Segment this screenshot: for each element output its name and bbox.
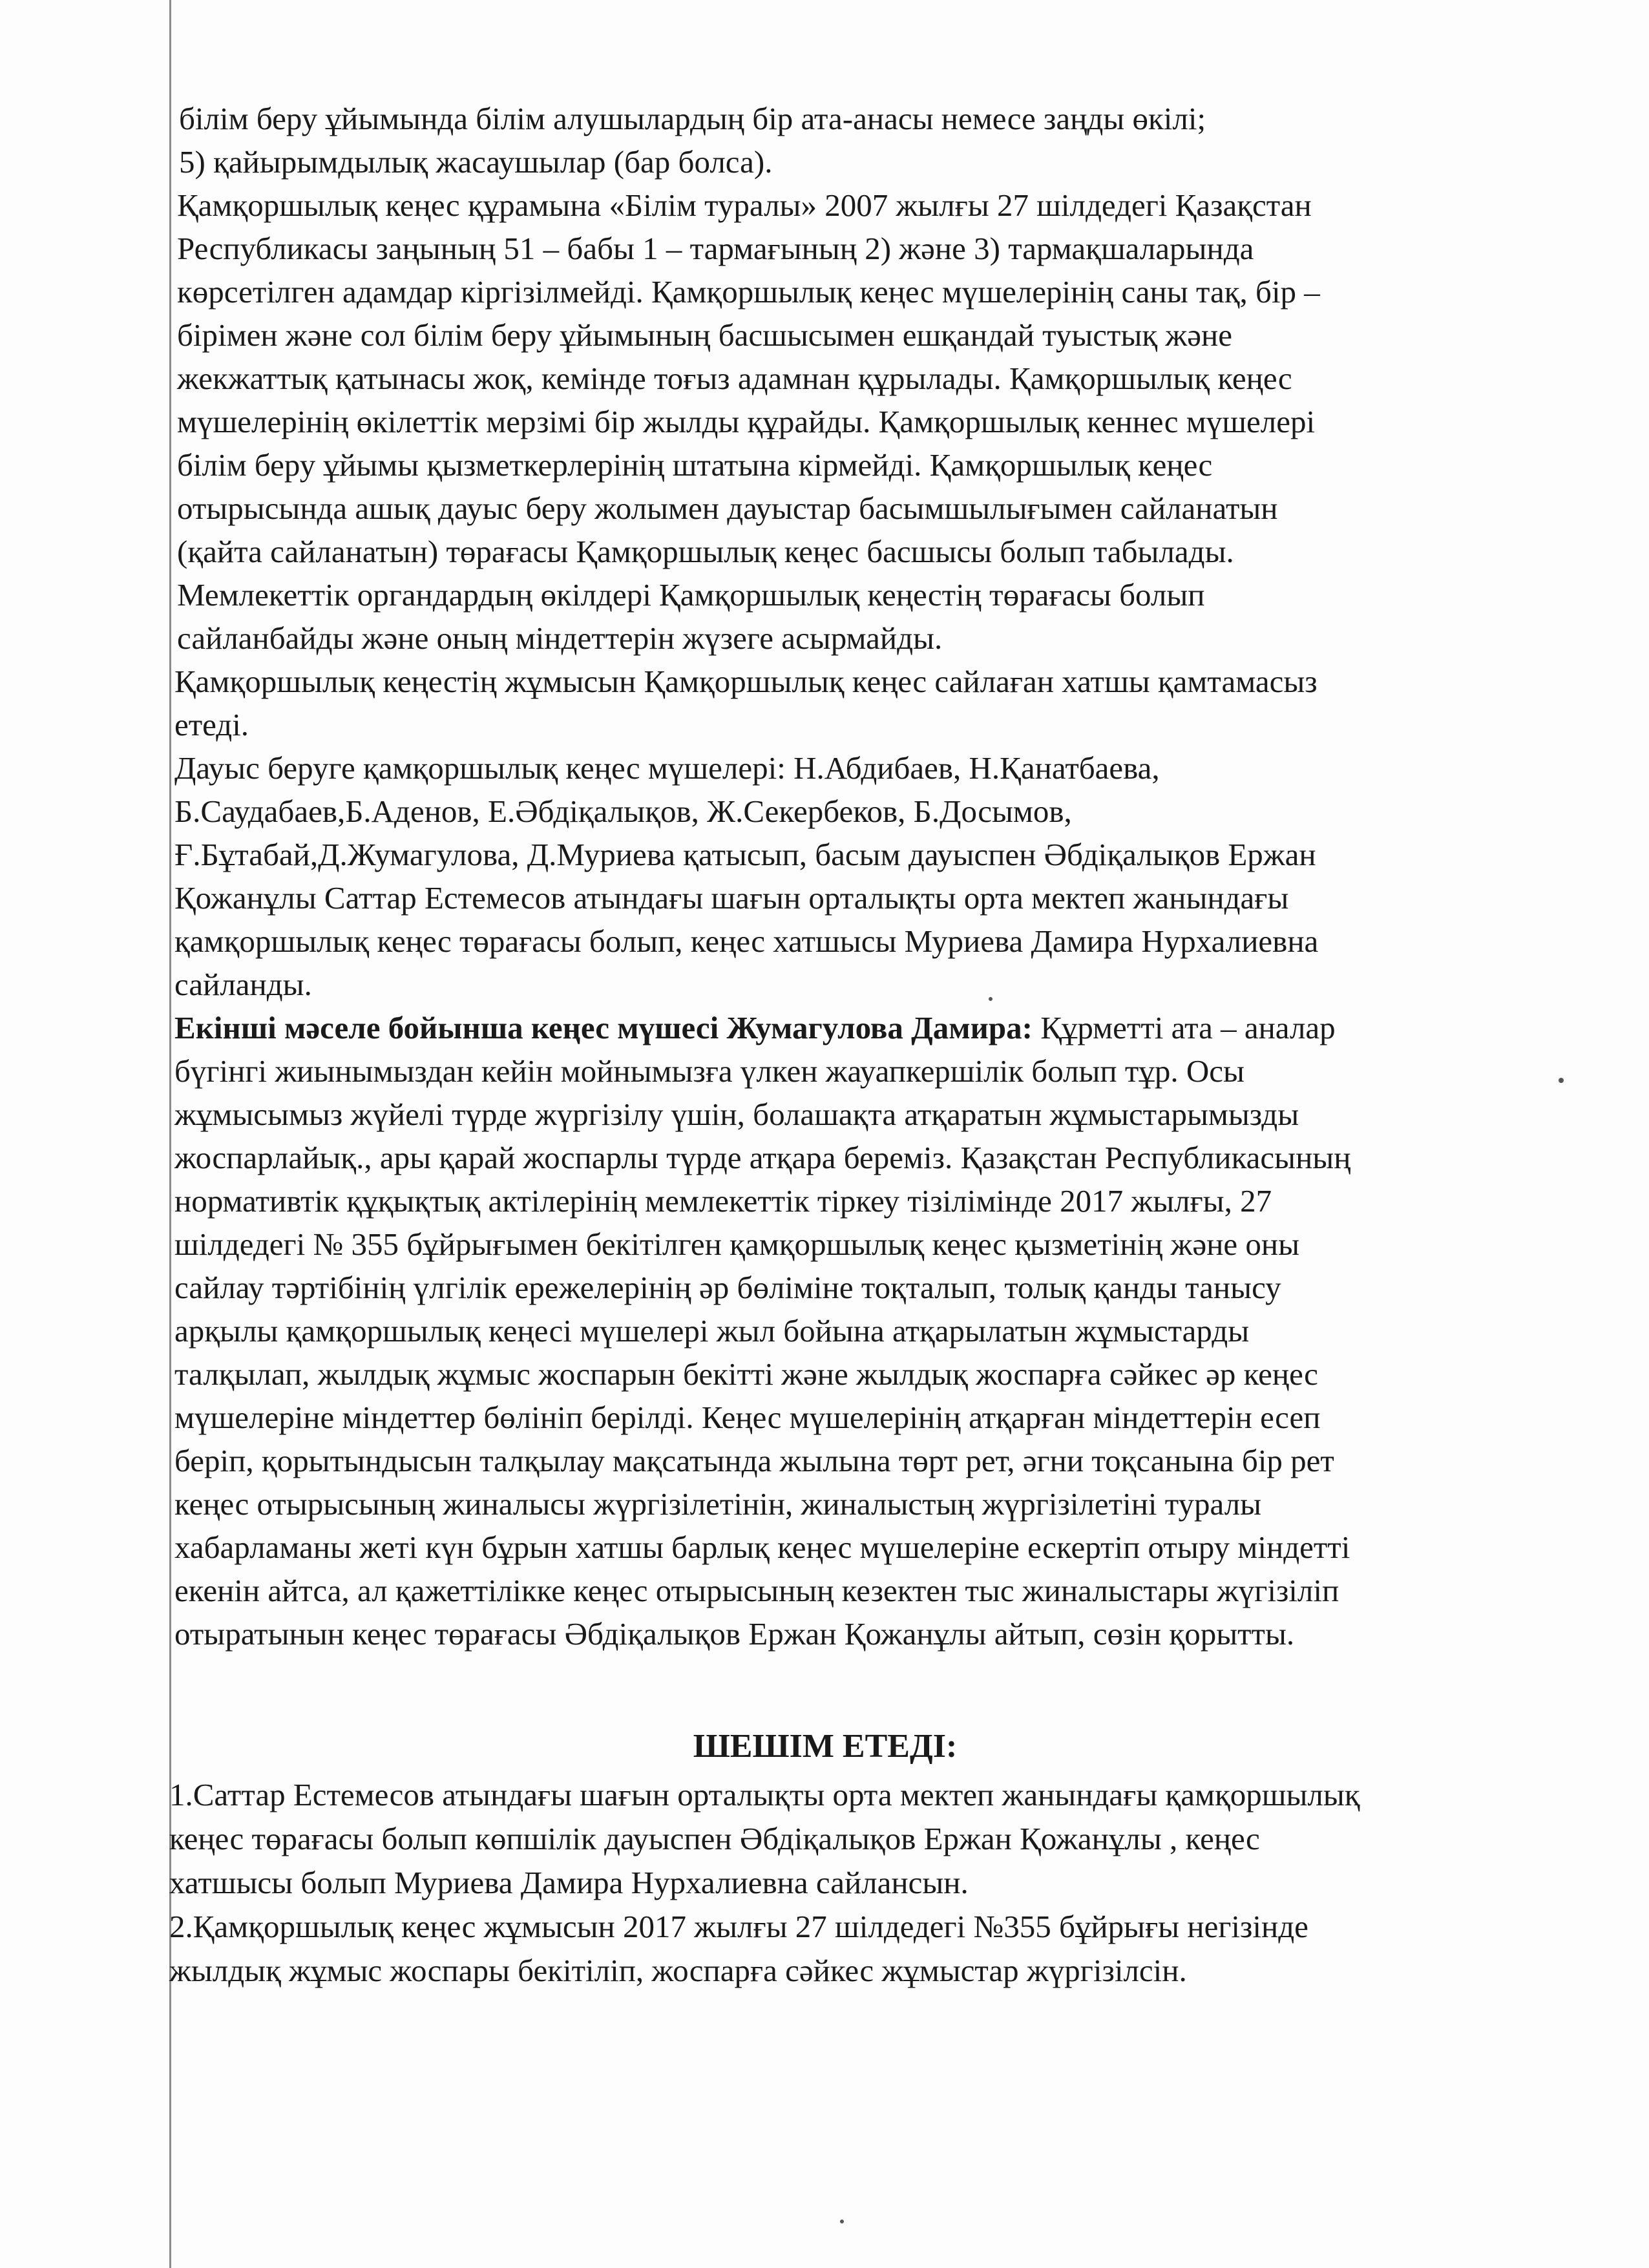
second-issue-line: жұмысымыз жүйелі түрде жүргізілу үшін, болашақта атқаратын жұмыстарымызды [174,1097,1299,1132]
body-line: етеді. [174,707,249,742]
second-issue-line: хабарламаны жеті күн бұрын хатшы барлық кеңес мүшелеріне ескертіп отыру міндетті [174,1529,1350,1565]
decision-line: жылдық жұмыс жоспары бекітіліп, жоспарға сәйкес жұмыстар жүргізілсін. [169,1953,1187,1988]
body-line: Мемлекеттік органдардың өкілдері Қамқоршылық кеңестің төрағасы болып [177,577,1205,613]
body-line: қамқоршылық кеңес төрағасы болып, кеңес хатшысы Муриева Дамира Нурхалиевна [174,923,1319,959]
body-line: (қайта сайланатын) төрағасы Қамқоршылық кеңес басшысы болып табылады. [177,534,1234,569]
second-issue-line: талқылап, жылдық жұмыс жоспарын бекітті және жылдық жоспарға сәйкес әр кеңес [174,1356,1318,1392]
body-line: сайланды. [174,967,312,1002]
decision-line: 1.Саттар Естемесов атындағы шағын орталықты орта мектеп жанындағы қамқоршылық [169,1777,1360,1812]
second-issue-line: кеңес отырысының жиналысы жүргізілетінін, жиналыстың жүргізілетіні туралы [174,1486,1262,1522]
body-line: 5) қайырымдылық жасаушылар (бар болса). [179,144,773,180]
document-body [169,97,1565,1655]
body-line: жекжаттық қатынасы жоқ, кемінде тоғыз адамнан құрылады. Қамқоршылық кеңес [177,361,1292,396]
second-issue-line: арқылы қамқоршылық кеңесі мүшелері жыл бойына атқарылатын жұмыстарды [174,1313,1250,1349]
body-line: отырысында ашық дауыс беру жолымен дауыстар басымшылығымен сайланатын [177,490,1278,526]
second-issue-line: жоспарлайық., ары қарай жоспарлы түрде атқара береміз. Қазақстан Республикасының [174,1140,1351,1175]
body-line: Қамқоршылық кеңестің жұмысын Қамқоршылық кеңес сайлаған хатшы қамтамасыз [174,664,1318,699]
decision-line: кеңес төрағасы болып көпшілік дауыспен Әбдіқалықов Ержан Қожанұлы , кеңес [169,1821,1260,1856]
body-line: Қожанұлы Саттар Естемесов атындағы шағын орталықты орта мектеп жанындағы [174,880,1289,916]
second-issue-line: мүшелеріне міндеттер бөлініп берілді. Кеңес мүшелерінің атқарған міндеттерін есеп [174,1400,1321,1435]
decision-list [169,1773,1565,1993]
second-issue-greeting: Құрметті ата – аналар [1032,1010,1336,1045]
second-issue-line: шілдедегі № 355 бұйрығымен бекітілген қамқоршылық кеңес қызметінің және оны [174,1226,1300,1262]
body-line: көрсетілген адамдар кіргізілмейді. Қамқоршылық кеңес мүшелерінің саны тақ, бір – [177,274,1320,310]
body-line: Ғ.Бұтабай,Д.Жумагулова, Д.Муриева қатысып, басым дауыспен Әбдіқалықов Ержан [174,837,1316,872]
second-issue-line: отыратынын кеңес төрағасы Әбдіқалықов Ержан Қожанұлы айтып, сөзін қорытты. [174,1616,1295,1652]
decision-line: хатшысы болып Муриева Дамира Нурхалиевна сайлансын. [169,1865,969,1900]
second-issue-line: сайлау тәртібінің үлгілік ережелерінің әр бөліміне тоқталып, толық қанды танысу [174,1270,1281,1305]
body-line: бірімен және сол білім беру ұйымының басшысымен ешқандай туыстық және [177,317,1233,353]
body-line: білім беру ұйымы қызметкерлерінің штатына кірмейді. Қамқоршылық кеңес [177,447,1213,483]
second-issue-line: бүгінгі жиынымыздан кейін мойнымызға үлкен жауапкершілік болып тұр. Осы [174,1053,1245,1089]
second-issue-line: екенін айтса, ал қажеттілікке кеңес отырысының кезектен тыс жиналыстары жүгізіліп [174,1573,1339,1608]
body-line: мүшелерінің өкілеттік мерзімі бір жылды құрайды. Қамқоршылық кеннес мүшелері [177,404,1316,439]
decision-line: 2.Қамқоршылық кеңес жұмысын 2017 жылғы 27 шілдедегі №355 бұйрығы негізінде [169,1909,1308,1944]
body-line: сайланбайды және оның міндеттерін жүзеге асырмайды. [177,620,943,656]
scan-speck [840,2220,844,2223]
second-issue-first-line [174,1006,1565,1049]
body-line: Қамқоршылық кеңес құрамына «Білім туралы» 2007 жылғы 27 шілдедегі Қазақстан [177,187,1312,223]
second-issue-line: беріп, қорытындысын талқылау мақсатында жылына төрт рет, әгни тоқсанына бір рет [174,1443,1334,1478]
second-issue-line: нормативтік құқықтық актілерінің мемлекеттік тіркеу тізілімінде 2017 жылғы, 27 [174,1183,1272,1219]
body-line: Дауыс беруге қамқоршылық кеңес мүшелері: Н.Абдибаев, Н.Қанатбаева, [174,750,1160,786]
body-line: Республикасы заңының 51 – бабы 1 – тармағының 2) және 3) тармақшаларында [177,231,1254,266]
body-line: білім беру ұйымында білім алушылардың бір ата-анасы немесе заңды өкілі; [179,101,1206,136]
second-issue-speaker: Екінші мәселе бойынша кеңес мүшесі Жумагулова Дамира: [174,1010,1033,1045]
decision-heading: ШЕШІМ ЕТЕДІ: [693,1728,958,1765]
body-line: Б.Саудабаев,Б.Аденов, Е.Әбдіқалықов, Ж.Секербеков, Б.Досымов, [174,793,1072,829]
